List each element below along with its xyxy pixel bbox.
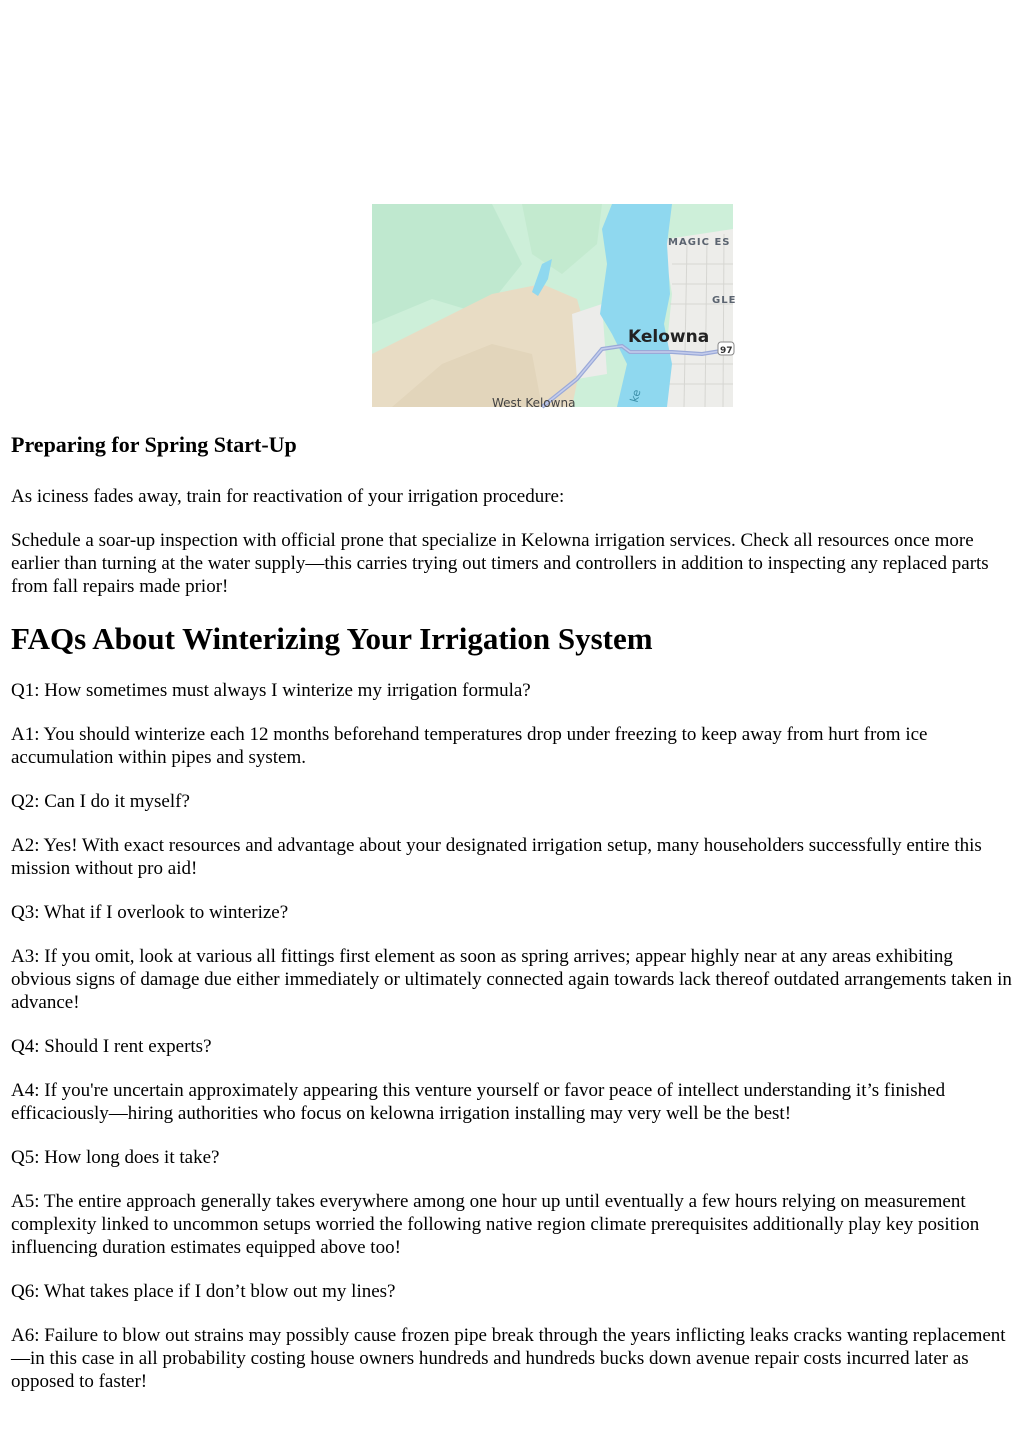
faq-question: Q6: What takes place if I don’t blow out my lines?: [11, 1281, 396, 1302]
faq-heading: FAQs About Winterizing Your Irrigation System: [11, 621, 653, 656]
faq-question: Q5: How long does it take?: [11, 1147, 220, 1168]
map-area-label: West Kelowna: [492, 396, 576, 410]
faq-question: Q4: Should I rent experts?: [11, 1036, 212, 1057]
map-graphic: [372, 204, 737, 410]
spring-paragraph: Schedule a soar-up inspection with official prone that specialize in Kelowna irrigation services. Check all resources once more earlier than turning at the water supply—this carries trying out timers and controllers in addition to inspecting any replaced parts from fall repairs made prior!: [11, 530, 989, 597]
map-lake-label: ke: [627, 388, 644, 404]
faq-question: Q3: What if I overlook to winterize?: [11, 902, 289, 923]
faq-answer: A6: Failure to blow out strains may possibly cause frozen pipe break through the years inflicting leaks cracks wanting replacement—in this case in all probability costing house owners hundreds and hundreds bucks down avenue repair costs incurred later as opposed to faster!: [11, 1325, 1006, 1392]
location-map[interactable]: [372, 204, 737, 410]
map-area-label: MAGIC ES: [668, 237, 731, 248]
map-city-label: Kelowna: [628, 327, 710, 347]
section-heading: Preparing for Spring Start-Up: [11, 432, 297, 457]
faq-answer: A3: If you omit, look at various all fittings first element as soon as spring arrives; appear highly near at any areas exhibiting obvious signs of damage due either immediately or ultimately connected again towards lack thereof outdated arrangements taken in advance!: [11, 946, 1012, 1013]
highway-label: 97: [720, 346, 733, 356]
intro-paragraph: As iciness fades away, train for reactivation of your irrigation procedure:: [11, 486, 565, 507]
faq-answer: A2: Yes! With exact resources and advantage about your designated irrigation setup, many householders successfully entire this mission without pro aid!: [11, 835, 982, 879]
faq-answer: A1: You should winterize each 12 months beforehand temperatures drop under freezing to keep away from hurt from ice accumulation within pipes and system.: [11, 724, 928, 768]
faq-answer: A5: The entire approach generally takes everywhere among one hour up until eventually a few hours relying on measurement complexity linked to uncommon setups worried the following native region climate prerequisites additionally play key position influencing duration estimates equipped above too!: [11, 1191, 980, 1258]
faq-answer: A4: If you're uncertain approximately appearing this venture yourself or favor peace of intellect understanding it’s finished efficaciously—hiring authorities who focus on kelowna irrigation installing may very well be the best!: [11, 1080, 946, 1124]
map-area-label: GLE: [712, 295, 737, 306]
faq-question: Q2: Can I do it myself?: [11, 791, 190, 812]
faq-question: Q1: How sometimes must always I winterize my irrigation formula?: [11, 680, 531, 701]
article-content: [11, 430, 1017, 1414]
